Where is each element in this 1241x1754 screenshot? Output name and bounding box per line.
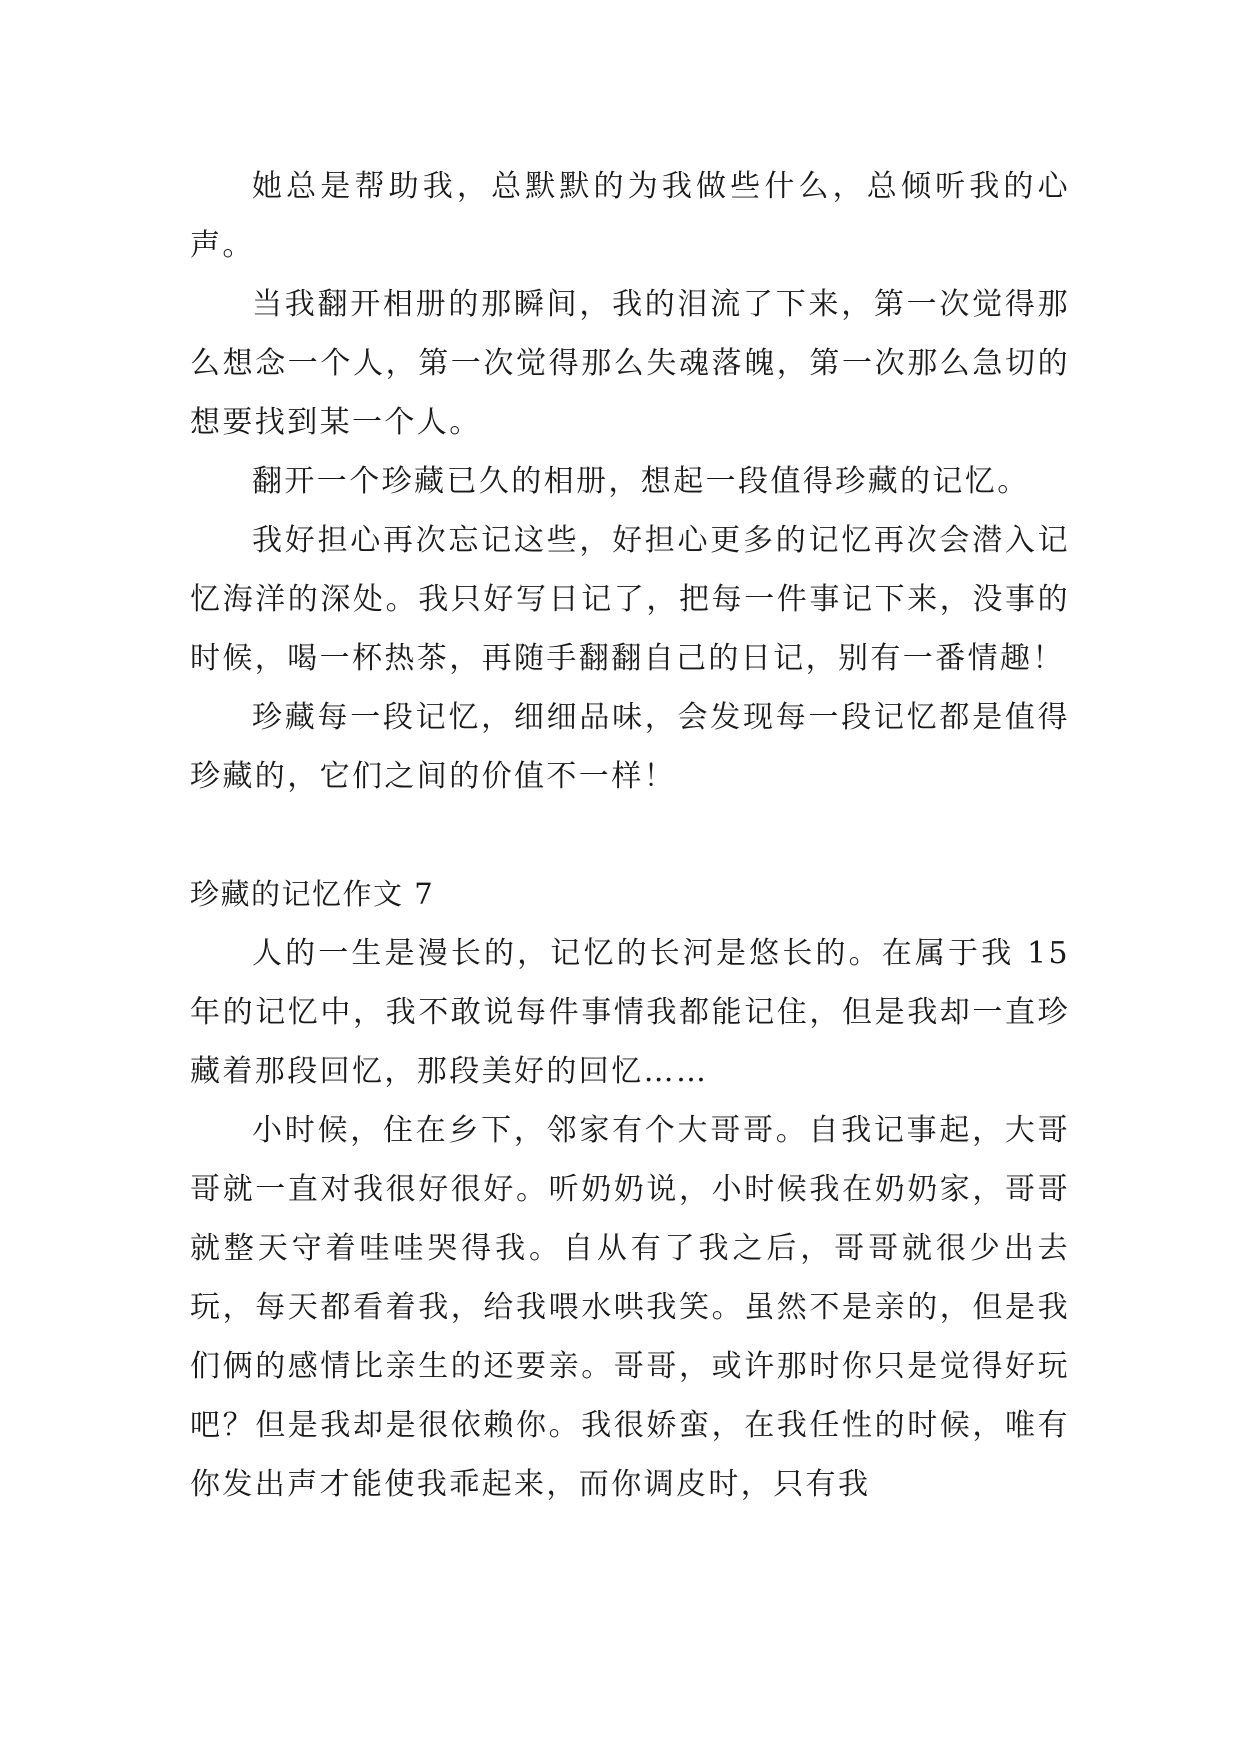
paragraph: 人的一生是漫长的，记忆的长河是悠长的。在属于我 15 年的记忆中，我不敢说每件事情我都能记住，但是我却一直珍藏着那段回忆，那段美好的回忆…… bbox=[190, 936, 1070, 1089]
section-title: 珍藏的记忆作文 7 bbox=[190, 877, 435, 911]
paragraph: 我好担心再次忘记这些，好担心更多的记忆再次会潜入记忆海洋的深处。我只好写日记了，把每一件事记下来，没事的时候，喝一杯热茶，再随手翻翻自己的日记，别有一番情趣！ bbox=[190, 523, 1070, 676]
paragraph: 当我翻开相册的那瞬间，我的泪流了下来，第一次觉得那么想念一个人，第一次觉得那么失魂落魄，第一次那么急切的想要找到某一个人。 bbox=[190, 287, 1070, 440]
document-body bbox=[190, 157, 1070, 1514]
paragraph: 翻开一个珍藏已久的相册，想起一段值得珍藏的记忆。 bbox=[252, 464, 1030, 499]
paragraph: 小时候，住在乡下，邻家有个大哥哥。自我记事起，大哥哥就一直对我很好很好。听奶奶说，小时候我在奶奶家，哥哥就整天守着哇哇哭得我。自从有了我之后，哥哥就很少出去玩，每天都看着我，给我喂水哄我笑。虽然不是亲的，但是我们俩的感情比亲生的还要亲。哥哥，或许那时你只是觉得好玩吧？但是我却是很依赖你。我很娇蛮，在我任性的时候，唯有你发出声才能使我乖起来，而你调皮时，只有我 bbox=[190, 1113, 1070, 1502]
paragraph: 她总是帮助我，总默默的为我做些什么，总倾听我的心声。 bbox=[190, 169, 1070, 263]
paragraph: 珍藏每一段记忆，细细品味，会发现每一段记忆都是值得珍藏的，它们之间的价值不一样！ bbox=[190, 700, 1070, 794]
